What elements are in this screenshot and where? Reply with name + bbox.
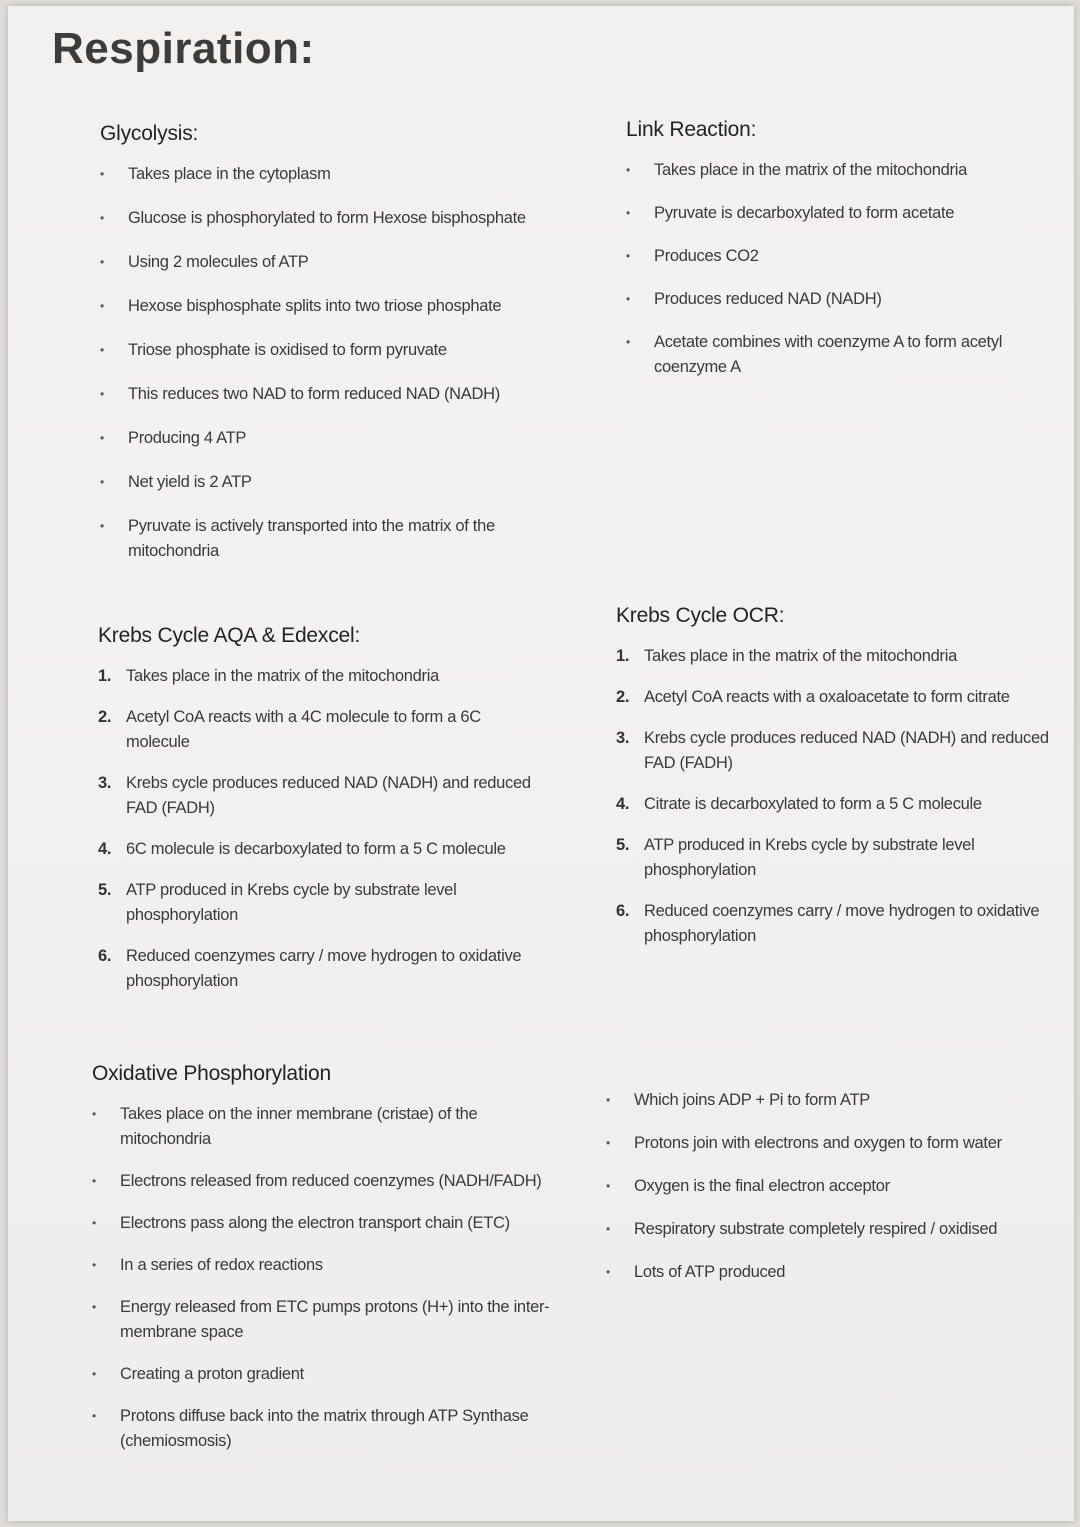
oxidative-list-left (92, 1102, 552, 1454)
glycolysis-heading: Glycolysis: (100, 122, 199, 145)
item-number: 1. (616, 647, 630, 665)
list-item (98, 771, 548, 821)
krebs-ocr-section (616, 604, 1076, 965)
list-item (616, 833, 1076, 883)
item-text: Krebs cycle produces reduced NAD (NADH) and reduced FAD (FADH) (644, 729, 1049, 772)
list-item: • Producing 4 ATP (100, 426, 550, 451)
item-number: 6. (98, 947, 112, 965)
list-item: • Creating a proton gradient (92, 1362, 552, 1387)
list-item: • Pyruvate is decarboxylated to form acetate (626, 201, 1046, 226)
list-item (616, 792, 1076, 817)
item-number: 1. (98, 667, 112, 685)
list-item: • Takes place in the cytoplasm (100, 162, 550, 187)
list-item: • Using 2 molecules of ATP (100, 250, 550, 275)
list-item: • In a series of redox reactions (92, 1253, 552, 1278)
list-item: • Pyruvate is actively transported into the matrix of the mitochondria (100, 514, 550, 564)
item-text: Reduced coenzymes carry / move hydrogen to oxidative phosphorylation (644, 902, 1040, 945)
item-text: ATP produced in Krebs cycle by substrate level phosphorylation (644, 836, 975, 879)
item-text: Citrate is decarboxylated to form a 5 C molecule (644, 795, 982, 813)
list-item (616, 644, 1076, 669)
link-reaction-section (626, 118, 1046, 398)
list-item: • Energy released from ETC pumps protons (H+) into the inter-membrane space (92, 1295, 552, 1345)
list-item (616, 899, 1076, 949)
list-item: • Protons diffuse back into the matrix through ATP Synthase (chemiosmosis) (92, 1404, 552, 1454)
krebs-aqa-list (98, 664, 548, 994)
list-item (98, 837, 548, 862)
list-item: • Takes place in the matrix of the mitochondria (626, 158, 1046, 183)
list-item (98, 878, 548, 928)
list-item (616, 685, 1076, 710)
list-item: • Net yield is 2 ATP (100, 470, 550, 495)
item-text: Acetyl CoA reacts with a 4C molecule to form a 6C molecule (126, 708, 481, 751)
item-number: 2. (616, 688, 630, 706)
item-text: Krebs cycle produces reduced NAD (NADH) and reduced FAD (FADH) (126, 774, 531, 817)
list-item: • Respiratory substrate completely respired / oxidised (606, 1217, 1046, 1242)
krebs-aqa-section (98, 624, 548, 1010)
item-text: Takes place in the matrix of the mitochondria (126, 667, 439, 685)
link-reaction-heading: Link Reaction: (626, 118, 757, 141)
notes-page (8, 6, 1074, 1521)
list-item: • Glucose is phosphorylated to form Hexose bisphosphate (100, 206, 550, 231)
oxidative-phosphorylation-continued (606, 1088, 1046, 1303)
list-item: • Takes place on the inner membrane (cristae) of the mitochondria (92, 1102, 552, 1152)
list-item (98, 705, 548, 755)
list-item: • Oxygen is the final electron acceptor (606, 1174, 1046, 1199)
glycolysis-section (100, 122, 550, 583)
item-text: Takes place in the matrix of the mitochondria (644, 647, 957, 665)
item-text: Acetyl CoA reacts with a oxaloacetate to form citrate (644, 688, 1010, 706)
list-item: • Produces CO2 (626, 244, 1046, 269)
item-number: 6. (616, 902, 630, 920)
item-number: 5. (98, 881, 112, 899)
item-number: 4. (616, 795, 630, 813)
list-item (98, 944, 548, 994)
item-number: 4. (98, 840, 112, 858)
page-title: Respiration: (52, 24, 315, 73)
link-reaction-list (626, 158, 1046, 380)
item-text: Reduced coenzymes carry / move hydrogen to oxidative phosphorylation (126, 947, 522, 990)
oxidative-phosphorylation-heading: Oxidative Phosphorylation (92, 1062, 331, 1085)
item-number: 3. (98, 774, 112, 792)
list-item: • Protons join with electrons and oxygen to form water (606, 1131, 1046, 1156)
list-item: • Hexose bisphosphate splits into two triose phosphate (100, 294, 550, 319)
list-item: • Which joins ADP + Pi to form ATP (606, 1088, 1046, 1113)
glycolysis-list (100, 162, 550, 564)
oxidative-list-right (606, 1088, 1046, 1285)
list-item: • Lots of ATP produced (606, 1260, 1046, 1285)
item-number: 3. (616, 729, 630, 747)
item-number: 2. (98, 708, 112, 726)
list-item: • Triose phosphate is oxidised to form pyruvate (100, 338, 550, 363)
list-item: • This reduces two NAD to form reduced NAD (NADH) (100, 382, 550, 407)
krebs-aqa-heading: Krebs Cycle AQA & Edexcel: (98, 624, 361, 647)
list-item (616, 726, 1076, 776)
item-text: 6C molecule is decarboxylated to form a 5 C molecule (126, 840, 506, 858)
list-item: • Acetate combines with coenzyme A to form acetyl coenzyme A (626, 330, 1046, 380)
list-item (98, 664, 548, 689)
oxidative-phosphorylation-section (92, 1062, 552, 1471)
list-item: • Produces reduced NAD (NADH) (626, 287, 1046, 312)
item-number: 5. (616, 836, 630, 854)
list-item: • Electrons released from reduced coenzymes (NADH/FADH) (92, 1169, 552, 1194)
krebs-ocr-list (616, 644, 1076, 949)
list-item: • Electrons pass along the electron transport chain (ETC) (92, 1211, 552, 1236)
item-text: ATP produced in Krebs cycle by substrate level phosphorylation (126, 881, 457, 924)
krebs-ocr-heading: Krebs Cycle OCR: (616, 604, 785, 627)
